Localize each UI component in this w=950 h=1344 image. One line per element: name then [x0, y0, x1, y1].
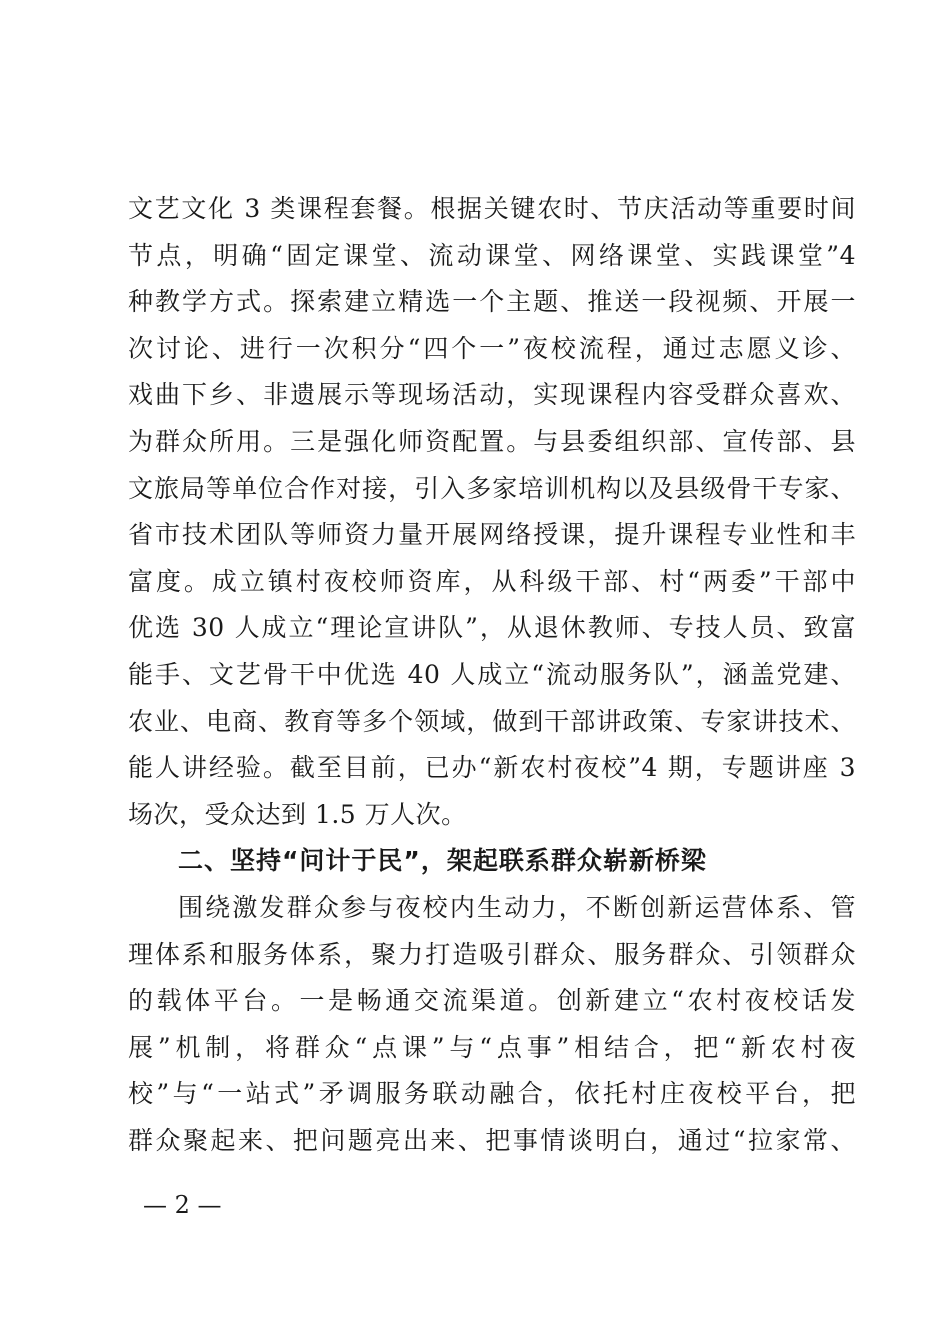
text-line: 富度。成立镇村夜校师资库，从科级干部、村“两委”干部中: [128, 566, 856, 596]
text-line: 展”机制，将群众“点课”与“点事”相结合，把“新农村夜: [128, 1032, 856, 1062]
text-line: 文艺文化 3 类课程套餐。根据关键农时、节庆活动等重要时间: [128, 194, 856, 223]
paragraph-1: [128, 186, 856, 838]
text-line: 戏曲下乡、非遗展示等现场活动，实现课程内容受群众喜欢、: [128, 380, 856, 410]
text-line: 节点，明确“固定课堂、流动课堂、网络课堂、实践课堂”4: [128, 240, 856, 270]
section-heading: 二、坚持“问计于民”，架起联系群众崭新桥梁: [178, 846, 707, 876]
text-line: 围绕激发群众参与夜校内生动力，不断创新运营体系、管: [178, 892, 856, 922]
text-line: 农业、电商、教育等多个领域，做到干部讲政策、专家讲技术、: [128, 706, 856, 736]
paragraph-2: [128, 885, 856, 1165]
text-line: 场次，受众达到 1.5 万人次。: [128, 799, 467, 829]
text-line: 能人讲经验。截至目前，已办“新农村夜校”4 期，专题讲座 3: [128, 753, 856, 783]
body-text: [128, 186, 856, 1164]
text-line: 校”与“一站式”矛调服务联动融合，依托村庄夜校平台，把: [128, 1079, 856, 1109]
text-line: 文旅局等单位合作对接，引入多家培训机构以及县级骨干专家、: [128, 473, 856, 503]
text-line: 群众聚起来、把问题亮出来、把事情谈明白，通过“拉家常、: [128, 1125, 856, 1155]
text-line: 优选 30 人成立“理论宣讲队”，从退休教师、专技人员、致富: [128, 613, 856, 643]
text-line: 种教学方式。探索建立精选一个主题、推送一段视频、开展一: [128, 287, 856, 317]
text-line: 次讨论、进行一次积分“四个一”夜校流程，通过志愿义诊、: [128, 333, 856, 363]
text-line: 能手、文艺骨干中优选 40 人成立“流动服务队”，涵盖党建、: [128, 659, 856, 689]
page-number: — 2 —: [143, 1191, 222, 1219]
text-line: 的载体平台。一是畅通交流渠道。创新建立“农村夜校话发: [128, 986, 856, 1016]
text-line: 省市技术团队等师资力量开展网络授课，提升课程专业性和丰: [128, 520, 856, 550]
text-line: 理体系和服务体系，聚力打造吸引群众、服务群众、引领群众: [128, 939, 856, 969]
text-line: 为群众所用。三是强化师资配置。与县委组织部、宣传部、县: [128, 426, 856, 456]
